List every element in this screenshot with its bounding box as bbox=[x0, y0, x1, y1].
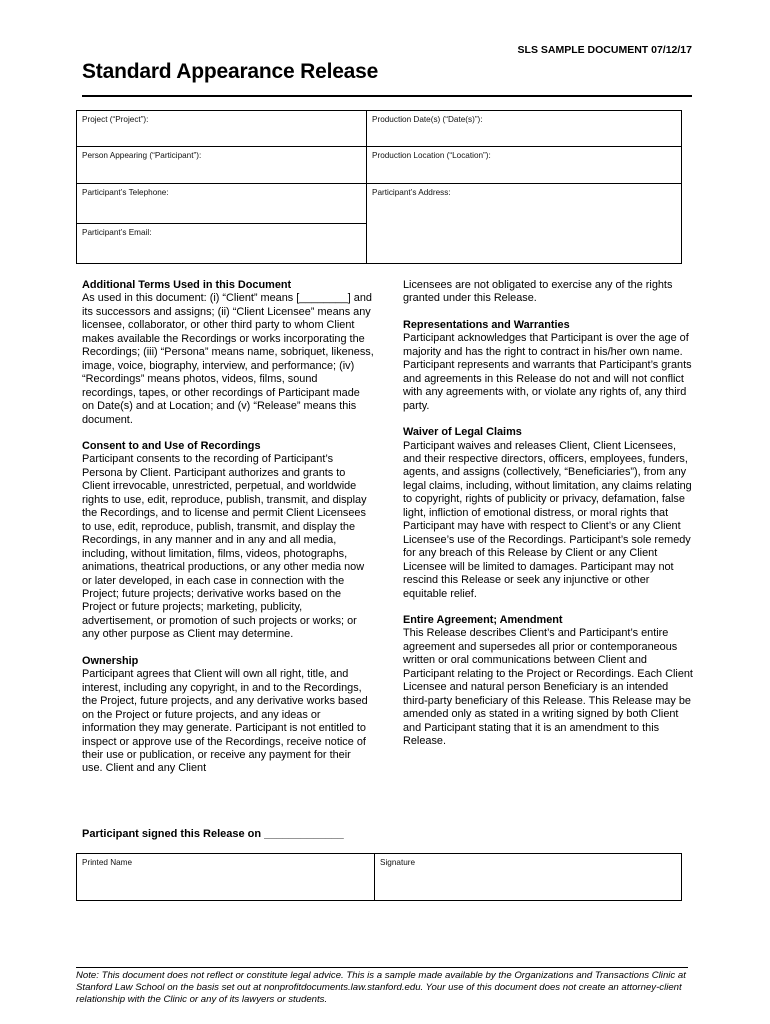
page-title: Standard Appearance Release bbox=[82, 60, 379, 83]
section-heading: Representations and Warranties bbox=[403, 318, 570, 331]
printed-name-field[interactable]: Printed Name bbox=[82, 858, 133, 867]
signed-date-line: Participant signed this Release on _____________ bbox=[82, 828, 344, 840]
telephone-field[interactable]: Participant’s Telephone: bbox=[82, 188, 169, 197]
section-text: This Release describes Client’s and Participant’s entire agreement and supersedes all prior or contemporaneous written or oral communications between Client and Participant relating to the Project or Recordings. Each Client Licensee and natural person Beneficiary is an intended third-party beneficiary of this Release. This Release may be amended only as stated in a writing signed by both Client and Participant stating that it is an amendment to this Release. bbox=[403, 627, 693, 748]
section-ownership bbox=[82, 655, 374, 776]
section-text: As used in this document: (i) “Client” means [________] and its successors and assigns; (ii) “Client Licensee” means any licensee, collaborator, or other third party to whom Client makes available the Recordings or works incorporating the Recordings; (iii) “Persona” means name, sobriquet, likeness, image, voice, biography, interview, and performance; (iv) “Recordings” means photos, videos, films, sound recordings, tapes, or other recordings of Participant made on Date(s) and at Location; and (v) “Release” means this document. bbox=[82, 292, 374, 426]
email-field[interactable]: Participant’s Email: bbox=[82, 228, 152, 237]
section-heading: Ownership bbox=[82, 654, 139, 667]
section-heading: Consent to and Use of Recordings bbox=[82, 439, 261, 452]
production-dates-field[interactable]: Production Date(s) (“Date(s)”): bbox=[372, 115, 483, 124]
section-consent bbox=[82, 440, 374, 642]
production-location-field[interactable]: Production Location (“Location”): bbox=[372, 151, 491, 160]
participant-info-table bbox=[76, 110, 682, 264]
footnote: Note: This document does not reflect or constitute legal advice. This is a sample made available by the Organizations and Transactions Clinic at Stanford Law School on the basis set out at nonprofitdocuments.law.stanford.edu. Your use of this document does not create an attorney-client relationship with the Clinic or any of its lawyers or students. bbox=[76, 967, 688, 1006]
section-text: Participant agrees that Client will own all right, title, and interest, including any copyright, in and to the Recordings, the Project, future projects, and any derivative works based on the Project or future projects, and any ideas or information they may generate. Participant is not entitled to inspect or approve use of the Recordings, receive notice of their use or publication, or receive any payment for their use. Client and any Client bbox=[82, 668, 368, 775]
title-divider bbox=[82, 95, 692, 97]
signature-field[interactable]: Signature bbox=[380, 858, 416, 867]
section-heading: Additional Terms Used in this Document bbox=[82, 279, 292, 291]
section-heading: Entire Agreement; Amendment bbox=[403, 613, 563, 626]
left-column bbox=[82, 279, 374, 789]
project-field[interactable]: Project (“Project”): bbox=[82, 115, 149, 124]
section-ownership-continued bbox=[403, 279, 693, 306]
section-text: Participant consents to the recording of Participant’s Persona by Client. Participant authorizes and grants to Client irrevocable, unrestricted, perpetual, and worldwide rights to use, edit, reproduce, publish, transmit, and display the Recordings, and to license and permit Client Licensees to use, edit, reproduce, publish, transmit, and display the Recordings, in any manner and in any and all media, including, without limitation, films, videos, photographs, animations, theatrical productions, or any other media now or later developed, in each case in connection with the Project; future projects; derivative works based on the Project or future projects; marketing, publicity, advertisement, or promotion of such projects or works; or any other purpose as Client may determine. bbox=[82, 453, 367, 641]
section-additional-terms bbox=[82, 279, 374, 427]
section-text: Licensees are not obligated to exercise any of the rights granted under this Release. bbox=[403, 279, 673, 305]
section-waiver bbox=[403, 426, 693, 601]
address-field[interactable]: Participant’s Address: bbox=[372, 188, 451, 197]
document-tag: SLS SAMPLE DOCUMENT 07/12/17 bbox=[517, 44, 692, 56]
section-text: Participant waives and releases Client, Client Licensees, and their respective directors, officers, employees, funders, agents, and assigns (collectively, “Beneficiaries”), from any legal claims, including, without limitation, any claims relating to copyright, rights of publicity or privacy, defamation, false light, infliction of emotional distress, or moral rights that Participant may have with respect to Client’s or any Client Licensee’s use of the Recordings. Participant’s sole remedy for any breach of this Release by Client or any Client Licensee will be limited to damages. Participant may not rescind this Release or seek any injunctive or other equitable relief. bbox=[403, 439, 692, 600]
right-column bbox=[403, 279, 693, 762]
section-entire-agreement bbox=[403, 614, 693, 749]
signature-table bbox=[76, 853, 682, 901]
section-representations bbox=[403, 319, 693, 413]
section-heading: Waiver of Legal Claims bbox=[403, 426, 522, 439]
section-text: Participant acknowledges that Participant is over the age of majority and has the right to contract in his/her own name. Participant represents and warrants that Participant’s grants and agreements in this Release do not and will not conflict with any agreements with, or violate any rights of, any third party. bbox=[403, 332, 692, 412]
person-appearing-field[interactable]: Person Appearing (“Participant”): bbox=[82, 151, 202, 160]
